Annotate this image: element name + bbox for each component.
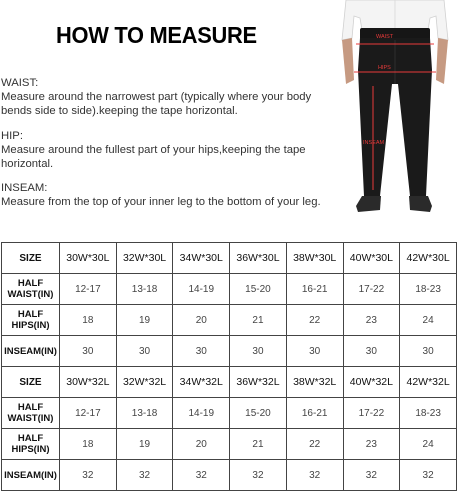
row-label: INSEAM(IN) [2, 460, 60, 491]
table-cell: 15-20 [230, 398, 287, 429]
half-waist-row [2, 398, 457, 429]
table-cell: 13-18 [116, 398, 173, 429]
half-hips-row [2, 305, 457, 336]
table-cell: 17-22 [343, 398, 400, 429]
size-chart-table [1, 242, 457, 491]
table-cell: 32 [343, 460, 400, 491]
size-header: SIZE [2, 243, 60, 274]
table-cell: 32 [173, 460, 230, 491]
table-cell: 23 [343, 429, 400, 460]
inseam-text: Measure from the top of your inner leg to the bottom of your leg. [1, 196, 321, 209]
hips-marker-label: HIPS [378, 65, 391, 71]
size-cell: 30W*30L [60, 243, 117, 274]
waist-marker-label: WAIST [376, 34, 394, 40]
table-cell: 32 [230, 460, 287, 491]
row-label: HALF WAIST(IN) [2, 274, 60, 305]
table-cell: 30 [60, 336, 117, 367]
hip-text: Measure around the fullest part of your hips,keeping the tape horizontal. [1, 143, 306, 171]
size-cell: 36W*32L [230, 367, 287, 398]
inseam-heading: INSEAM: [1, 182, 48, 195]
waist-instruction [1, 76, 333, 119]
table-cell: 24 [400, 305, 457, 336]
model-measurement-figure [332, 0, 458, 222]
table-cell: 15-20 [230, 274, 287, 305]
table-cell: 16-21 [286, 398, 343, 429]
table-cell: 18 [60, 305, 117, 336]
table-cell: 18-23 [400, 398, 457, 429]
measure-instructions [1, 76, 333, 220]
size-cell: 32W*32L [116, 367, 173, 398]
page-title: HOW TO MEASURE [56, 22, 257, 48]
waist-text: Measure around the narrowest part (typically where your body bends side to side).keeping the tape horizontal. [1, 91, 312, 118]
inseam-row [2, 460, 457, 491]
inseam-marker-label: INSEAM [363, 140, 385, 146]
table-cell: 23 [343, 305, 400, 336]
size-header-row [2, 367, 457, 398]
table-cell: 32 [286, 460, 343, 491]
table-cell: 32 [60, 460, 117, 491]
table-cell: 22 [286, 429, 343, 460]
left-arm [342, 38, 354, 84]
size-cell: 40W*32L [343, 367, 400, 398]
hip-heading: HIP: [1, 129, 23, 142]
row-label: HALF WAIST(IN) [2, 398, 60, 429]
table-cell: 13-18 [116, 274, 173, 305]
waist-heading: WAIST: [1, 77, 39, 89]
table-cell: 21 [230, 429, 287, 460]
table-cell: 24 [400, 429, 457, 460]
table-cell: 20 [173, 429, 230, 460]
row-label: HALF HIPS(IN) [2, 305, 60, 336]
half-hips-row [2, 429, 457, 460]
table-cell: 20 [173, 305, 230, 336]
table-cell: 19 [116, 305, 173, 336]
table-cell: 30 [400, 336, 457, 367]
row-label: HALF HIPS(IN) [2, 429, 60, 460]
half-waist-row [2, 274, 457, 305]
inseam-row [2, 336, 457, 367]
table-cell: 18 [60, 429, 117, 460]
size-cell: 42W*32L [400, 367, 457, 398]
size-cell: 42W*30L [400, 243, 457, 274]
table-cell: 12-17 [60, 274, 117, 305]
size-cell: 34W*30L [173, 243, 230, 274]
right-arm [436, 38, 448, 84]
table-cell: 18-23 [400, 274, 457, 305]
table-cell: 30 [116, 336, 173, 367]
table-cell: 12-17 [60, 398, 117, 429]
table-cell: 17-22 [343, 274, 400, 305]
table-cell: 32 [116, 460, 173, 491]
size-cell: 34W*32L [173, 367, 230, 398]
size-header: SIZE [2, 367, 60, 398]
size-cell: 32W*30L [116, 243, 173, 274]
table-cell: 16-21 [286, 274, 343, 305]
table-cell: 14-19 [173, 274, 230, 305]
size-cell: 40W*30L [343, 243, 400, 274]
hip-instruction [1, 129, 333, 172]
table-cell: 14-19 [173, 398, 230, 429]
table-cell: 30 [286, 336, 343, 367]
table-cell: 22 [286, 305, 343, 336]
table-cell: 30 [173, 336, 230, 367]
size-cell: 38W*30L [286, 243, 343, 274]
table-cell: 32 [400, 460, 457, 491]
size-cell: 30W*32L [60, 367, 117, 398]
table-cell: 19 [116, 429, 173, 460]
size-cell: 38W*32L [286, 367, 343, 398]
left-shoe [356, 196, 381, 212]
row-label: INSEAM(IN) [2, 336, 60, 367]
inseam-instruction [1, 181, 333, 209]
table-cell: 21 [230, 305, 287, 336]
size-cell: 36W*30L [230, 243, 287, 274]
size-header-row [2, 243, 457, 274]
right-shoe [409, 196, 432, 212]
table-cell: 30 [230, 336, 287, 367]
table-cell: 30 [343, 336, 400, 367]
